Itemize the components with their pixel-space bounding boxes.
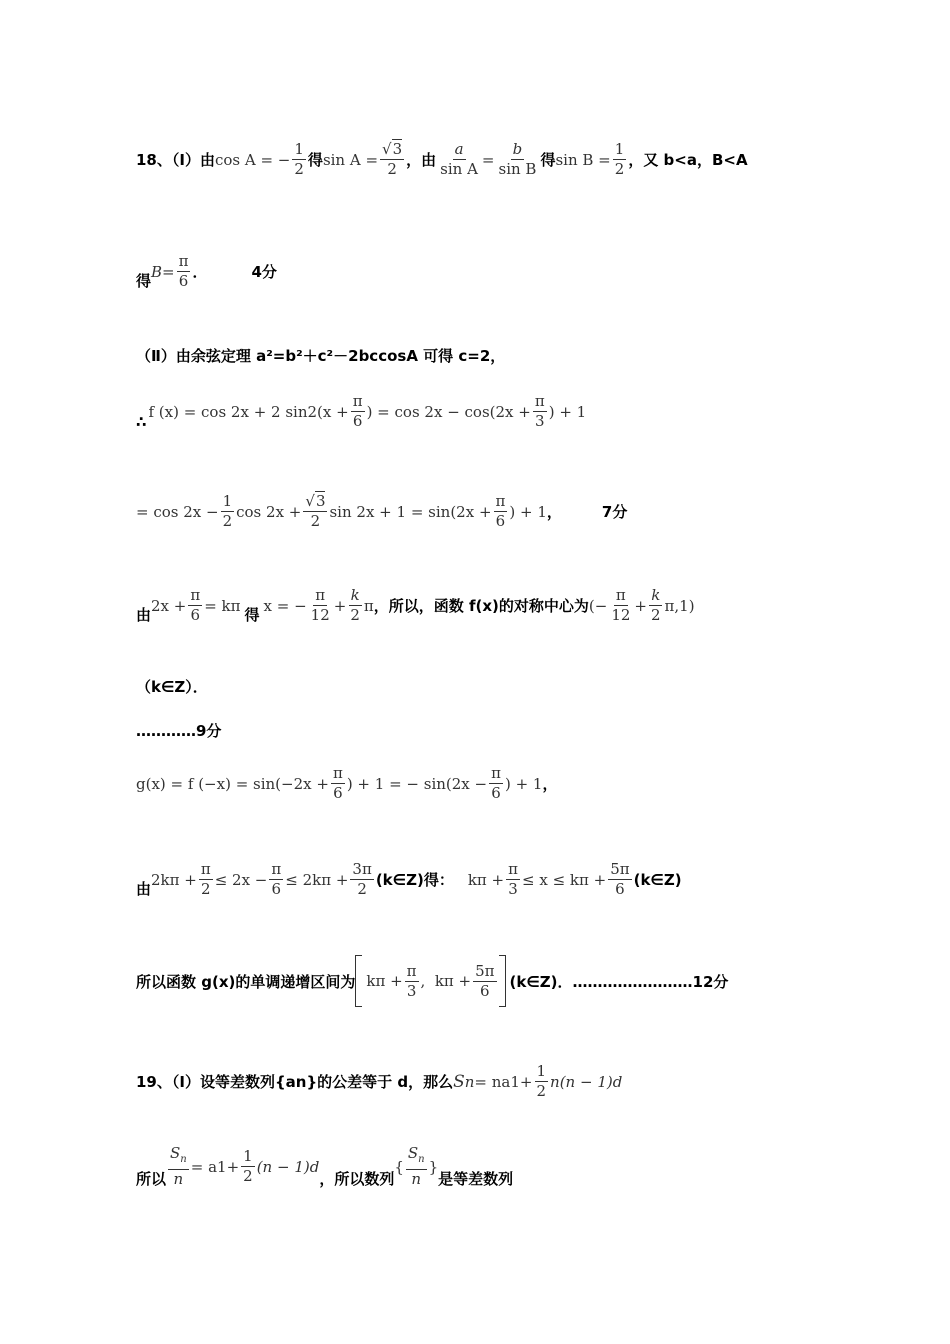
fraction: $\frac{5\pi}{6}$ (610, 860, 630, 898)
fraction: $\frac{√3}{2}$ (382, 140, 403, 178)
fraction: $\frac{1}{2}$ (294, 140, 304, 178)
fraction: $\frac{\pi}{12}$ (611, 586, 631, 624)
fraction: $\frac{\pi}{6}$ (178, 252, 189, 290)
fraction: $\frac{1}{2}$ (243, 1147, 253, 1185)
q18-fx-line: ∴ f (x) = cos 2x + 2 sin 2 (x + $\frac{\pi}{6}$ ) = cos 2x − cos(2x + $\frac{\pi}{3}$ ) + 1 (136, 392, 587, 431)
fraction: $\frac{\pi}{6}$ (332, 764, 343, 802)
fraction: $\frac{1}{2}$ (536, 1062, 547, 1100)
fraction: $\frac{√3}{2}$ (305, 492, 326, 530)
fraction: $\frac{k}{2}$ (650, 586, 661, 624)
q19-line1: 19、（Ⅰ）设等差数列{a n }的公差等于 d，那么 S n = na 1 + $\frac{1}{2}$ n(n − 1)d (136, 1062, 623, 1100)
q18-score9: …………9分 (136, 722, 222, 740)
fraction: $\frac{S_n}{n}$ (407, 1144, 425, 1188)
q18-symmetry-line: 由 2x + $\frac{\pi}{6}$ = kπ 得 x = − $\frac{\pi}{12}$ + $\frac{k}{2}$ π ，所以，函数 f(x)的对称中心为 (− $\frac{\pi}{12}$ + $\frac{k}{2}$ π,1) (136, 586, 695, 624)
q18-part2-intro: （Ⅱ）由余弦定理 a²=b²＋c²－2bccosA 可得 c=2， (136, 347, 506, 365)
fraction: $\frac{1}{2}$ (614, 140, 625, 178)
q18-kZ: （k∈Z）． (136, 678, 208, 696)
fraction: $\frac{a}{\text{sin A}}$ (440, 140, 478, 178)
fraction: $\frac{b}{\text{sin B}}$ (498, 140, 537, 178)
fraction: $\frac{\pi}{6}$ (495, 492, 506, 530)
fraction: $\frac{S_n}{n}$ (170, 1144, 187, 1188)
fraction: $\frac{\pi}{6}$ (491, 764, 501, 802)
q18-gx-line: g(x) = f (−x) = sin(−2x + $\frac{\pi}{6}$ ) + 1 = − sin(2x − $\frac{\pi}{6}$ ) + 1 ， (136, 764, 558, 802)
fraction: $\frac{3\pi}{2}$ (352, 860, 372, 898)
fraction: $\frac{k}{2}$ (350, 586, 360, 624)
fraction: $\frac{\pi}{3}$ (508, 860, 518, 898)
fraction: $\frac{\pi}{6}$ (352, 392, 363, 430)
q19-line2: 所以 $\frac{S_n}{n}$ = a 1 + $\frac{1}{2}$ (n − 1)d ，所以数列 { $\frac{S_n}{n}$ } 是等差数列 (136, 1144, 514, 1188)
fraction: $\frac{\pi}{12}$ (310, 586, 330, 624)
q18-ineq-line: 由 2kπ + $\frac{\pi}{2}$ ≤ 2x − $\frac{\pi}{6}$ ≤ 2kπ + $\frac{3\pi}{2}$ (k∈Z)得： kπ + $\frac{\pi}{3}$ ≤ x ≤ kπ + $\frac{5\pi}{6}$ (k∈Z) (136, 860, 682, 898)
fraction: $\frac{\pi}{6}$ (190, 586, 201, 624)
fraction: $\frac{\pi}{3}$ (406, 961, 417, 1000)
q18-line2: 得 B= $\frac{\pi}{6}$ ． 4分 (136, 252, 277, 290)
q18-increasing-line: 所以函数 g(x)的单调递增区间为 kπ + $\frac{\pi}{3}$ , kπ + $\frac{5\pi}{6}$ (k∈Z)． ……………………12分 (136, 955, 728, 1007)
fraction: $\frac{5\pi}{6}$ (475, 961, 495, 1000)
q18-line1: 18、（Ⅰ）由 cos A = − $\frac{1}{2}$ 得 sin A = $\frac{√3}{2}$ ，由 $\frac{a}{\text{sin A}}$ = $\frac{b}{\text{sin B}}$ 得 sin B = $\frac{1}{2}$ ，又 b<a，B<A (136, 140, 748, 178)
fraction: $\frac{1}{2}$ (222, 492, 233, 530)
closed-interval: kπ + $\frac{\pi}{3}$ , kπ + $\frac{5\pi}{6}$ (355, 955, 505, 1007)
fraction: $\frac{\pi}{6}$ (271, 860, 282, 898)
fraction: $\frac{\pi}{2}$ (200, 860, 211, 898)
q18-expand-line: = cos 2x − $\frac{1}{2}$ cos 2x + $\frac{√3}{2}$ sin 2x + 1 = sin(2x + $\frac{\pi}{6}$ ) + 1 ， 7分 (136, 492, 628, 530)
fraction: $\frac{\pi}{3}$ (534, 392, 545, 430)
